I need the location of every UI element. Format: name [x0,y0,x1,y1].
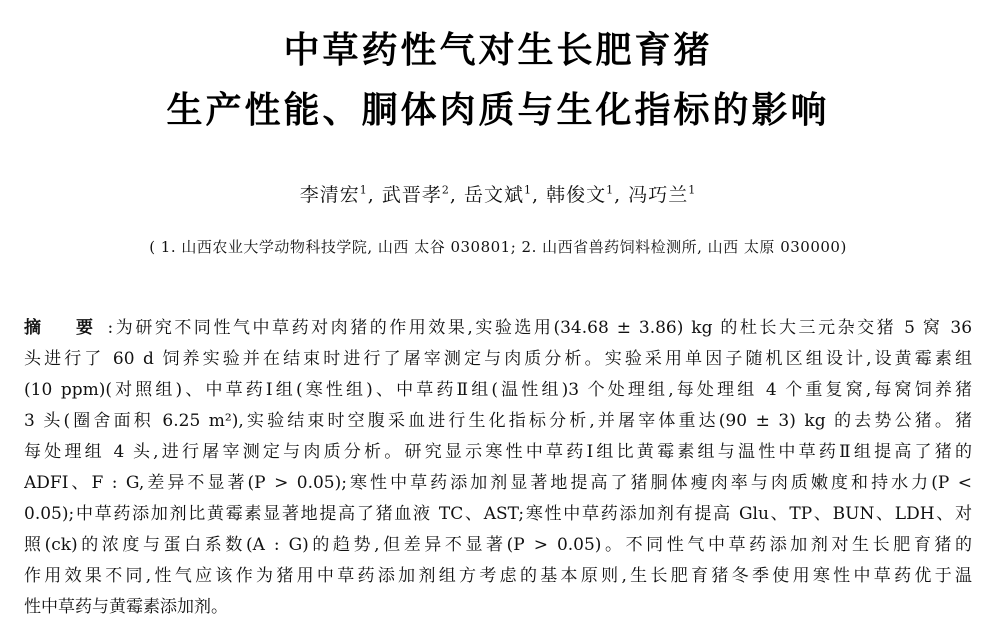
paper-title-line-2: 生产性能、胴体肉质与生化指标的影响 [166,90,830,131]
abstract-label-colon: : [107,318,114,338]
author-name: 岳文斌 [463,184,524,206]
abstract-label: 摘 要 [24,318,108,338]
affiliations: ( 1. 山西农业大学动物科技学院, 山西 太谷 030801; 2. 山西省兽药饲料检测所, 山西 太原 030000) [149,238,847,256]
abstract-line: (10 ppm)(对照组)、中草药Ⅰ组(寒性组)、中草药Ⅱ组(温性组)3 个处理组,每处理组 4 个重复窝,每窝饲养猪 [24,380,972,400]
abstract-line: 性中草药与黄霉素添加剂。 [24,597,228,617]
author-separator: , [367,184,382,206]
author-separator: , [449,184,464,206]
abstract-line: 照(ck)的浓度与蛋白系数(A : G)的趋势,但差异不显著(P > 0.05)。不同性气中草药添加剂对生长肥育猪的 [24,535,972,555]
author-name: 冯巧兰 [628,184,689,206]
author-affiliation-mark: 1 [688,183,697,197]
author-name: 武晋孝 [381,184,442,206]
abstract-text: 为研究不同性气中草药对肉猪的作用效果,实验选用(34.68 ± 3.86) kg 的杜长大三元杂交猪 5 窝 36 [113,318,972,338]
author-affiliation-mark: 1 [359,183,368,197]
abstract-line: ADFI、F : G,差异不显著(P > 0.05);寒性中草药添加剂显著地提高了猪胴体瘦肉率与肉质嫩度和持水力(P < [24,473,972,493]
abstract-line: 作用效果不同,性气应该作为猪用中草药添加剂组方考虑的基本原则,生长肥育猪冬季使用寒性中草药优于温 [24,566,972,586]
author-name: 韩俊文 [546,184,607,206]
author-name: 李清宏 [299,184,360,206]
paper-title-line-1: 中草药性气对生长肥育猪 [283,30,713,71]
author-affiliation-mark: 1 [606,183,615,197]
abstract-line: 3 头(圈舍面积 6.25 m²),实验结束时空腹采血进行生化指标分析,并屠宰体重达(90 ± 3) kg 的去势公猪。猪 [24,411,972,431]
abstract [24,313,972,623]
abstract-line: 每处理组 4 头,进行屠宰测定与肉质分析。研究显示寒性中草药Ⅰ组比黄霉素组与温性中草药Ⅱ组提高了猪的 [24,442,972,462]
author-separator: , [614,184,629,206]
author-affiliation-mark: 2 [441,183,450,197]
author-affiliation-mark: 1 [524,183,532,197]
abstract-line [24,313,972,344]
abstract-line: 头进行了 60 d 饲养实验并在结束时进行了屠宰测定与肉质分析。实验采用单因子随机区组设计,设黄霉素组 [24,349,972,369]
abstract-line: 0.05);中草药添加剂比黄霉素显著地提高了猪血液 TC、AST;寒性中草药添加剂有提高 Glu、TP、BUN、LDH、对 [24,504,972,524]
author-list [0,180,996,207]
author-separator: , [532,184,547,206]
